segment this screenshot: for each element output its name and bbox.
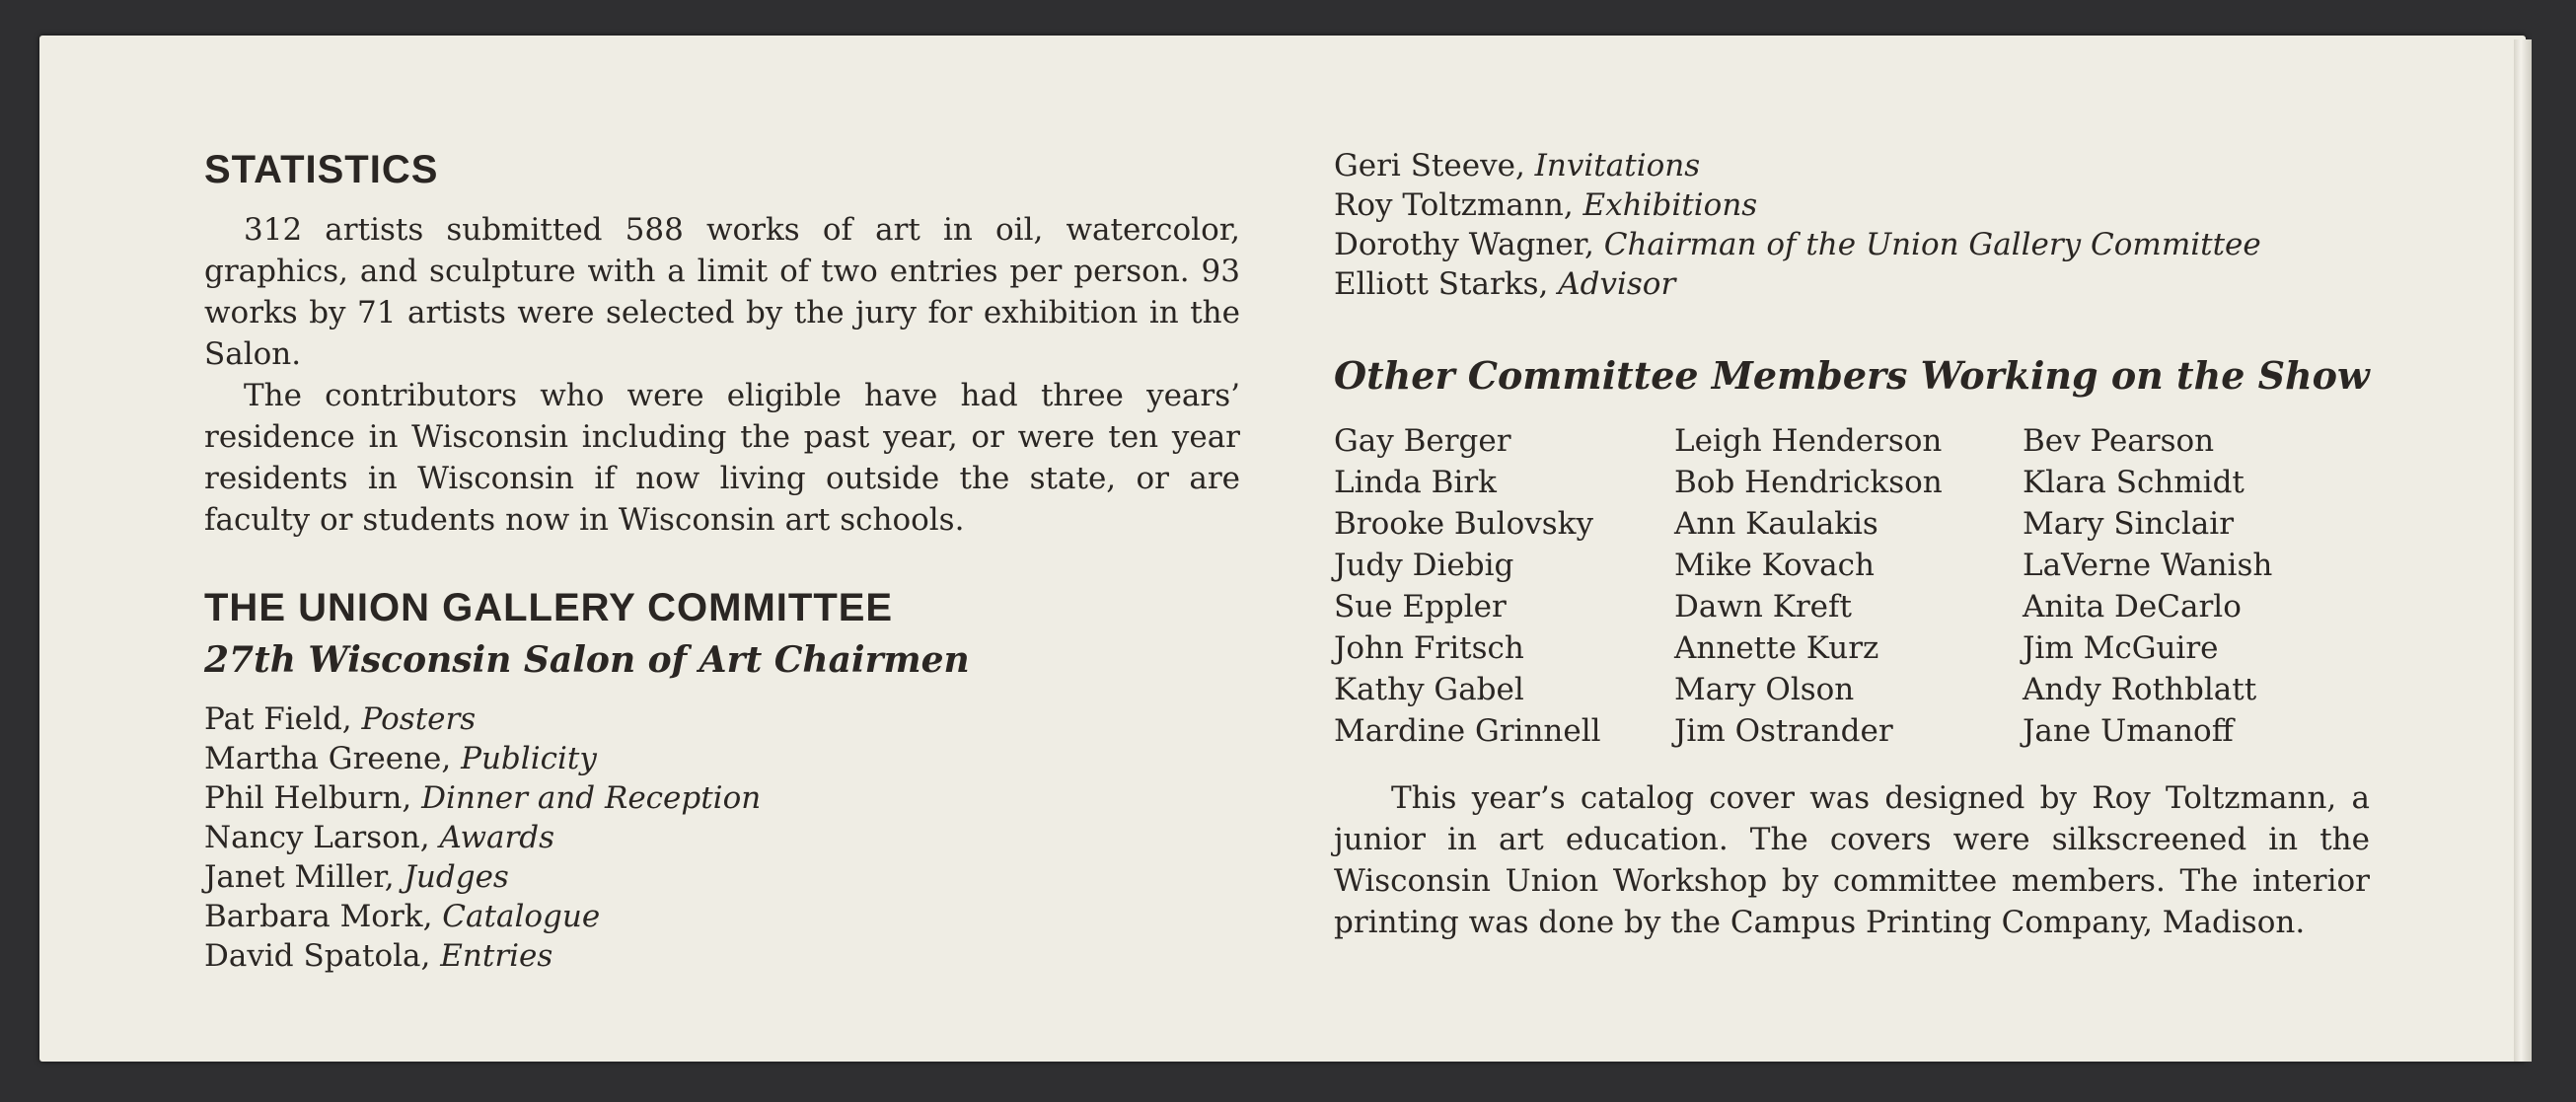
member-name: Jim McGuire xyxy=(2023,629,2219,666)
chairmen-subheading: 27th Wisconsin Salon of Art Chairmen xyxy=(204,639,970,681)
member-name: Jane Umanoff xyxy=(2023,712,2234,749)
closing-paragraph: This year’s catalog cover was designed by Roy Toltzmann, a junior in art education. The covers were silkscreened in the Wisconsin Union Workshop by committee members. The interior printing was done by the Campus Printing Company, Madison. xyxy=(1334,779,2370,940)
member-name: Mardine Grinnell xyxy=(1334,712,1601,749)
chairman-item: Nancy Larson, Awards xyxy=(204,820,555,856)
chairman-item: David Spatola, Entries xyxy=(204,938,553,975)
chairman-item: Roy Toltzmann, Exhibitions xyxy=(1334,187,1758,223)
member-name: Mike Kovach xyxy=(1674,547,1875,583)
chairman-item: Geri Steeve, Invitations xyxy=(1334,148,1701,184)
member-name: Brooke Bulovsky xyxy=(1334,505,1593,542)
chairmen-list-left xyxy=(204,699,1240,976)
right-column xyxy=(1334,146,2370,943)
chairman-item: Dorothy Wagner, Chairman of the Union Gallery Committee xyxy=(1334,227,2261,262)
members-grid xyxy=(1334,420,2370,752)
member-name: Klara Schmidt xyxy=(2023,464,2245,500)
member-name: Jim Ostrander xyxy=(1674,712,1893,749)
left-column xyxy=(204,148,1240,976)
chairman-item: Elliott Starks, Advisor xyxy=(1334,266,1676,302)
chairman-item: Martha Greene, Publicity xyxy=(204,741,597,777)
member-name: John Fritsch xyxy=(1334,629,1524,666)
page-edge xyxy=(2514,39,2532,1062)
member-name: Ann Kaulakis xyxy=(1674,505,1878,542)
background-edge xyxy=(2532,0,2576,1102)
statistics-paragraph-1: 312 artists submitted 588 works of art in oil, watercolor, graphics, and sculpture with a limit of two entries per person. 93 works by 71 artists were selected by the jury for exhibition in the Salon. xyxy=(204,212,1240,372)
member-name: Bev Pearson xyxy=(2023,422,2215,459)
chairman-item: Phil Helburn, Dinner and Reception xyxy=(204,780,762,817)
chairman-item: Pat Field, Posters xyxy=(204,701,477,738)
chairmen-list-right xyxy=(1334,146,2370,304)
member-name: Judy Diebig xyxy=(1334,547,1514,583)
member-name: Andy Rothblatt xyxy=(2023,671,2257,707)
member-name: Sue Eppler xyxy=(1334,588,1507,624)
member-name: Bob Hendrickson xyxy=(1674,464,1943,500)
chairman-item: Barbara Mork, Catalogue xyxy=(204,899,601,935)
statistics-paragraph-2: The contributors who were eligible have had three years’ residence in Wisconsin including the past year, or were ten year residents in Wisconsin if now living outside the state, or are faculty or students now in Wisconsin art schools. xyxy=(204,378,1240,538)
member-name: LaVerne Wanish xyxy=(2023,547,2273,583)
statistics-heading: STATISTICS xyxy=(204,148,439,191)
member-name: Mary Sinclair xyxy=(2023,505,2235,542)
member-name: Kathy Gabel xyxy=(1334,671,1524,707)
chairman-item: Janet Miller, Judges xyxy=(204,859,509,896)
member-name: Mary Olson xyxy=(1674,671,1855,707)
member-name: Leigh Henderson xyxy=(1674,422,1943,459)
member-name: Linda Birk xyxy=(1334,464,1497,500)
other-members-heading: Other Committee Members Working on the Show xyxy=(1334,353,2370,398)
member-name: Gay Berger xyxy=(1334,422,1511,459)
member-name: Anita DeCarlo xyxy=(2023,588,2242,624)
member-name: Dawn Kreft xyxy=(1674,588,1852,624)
committee-heading: THE UNION GALLERY COMMITTEE xyxy=(204,586,894,629)
member-name: Annette Kurz xyxy=(1674,629,1879,666)
